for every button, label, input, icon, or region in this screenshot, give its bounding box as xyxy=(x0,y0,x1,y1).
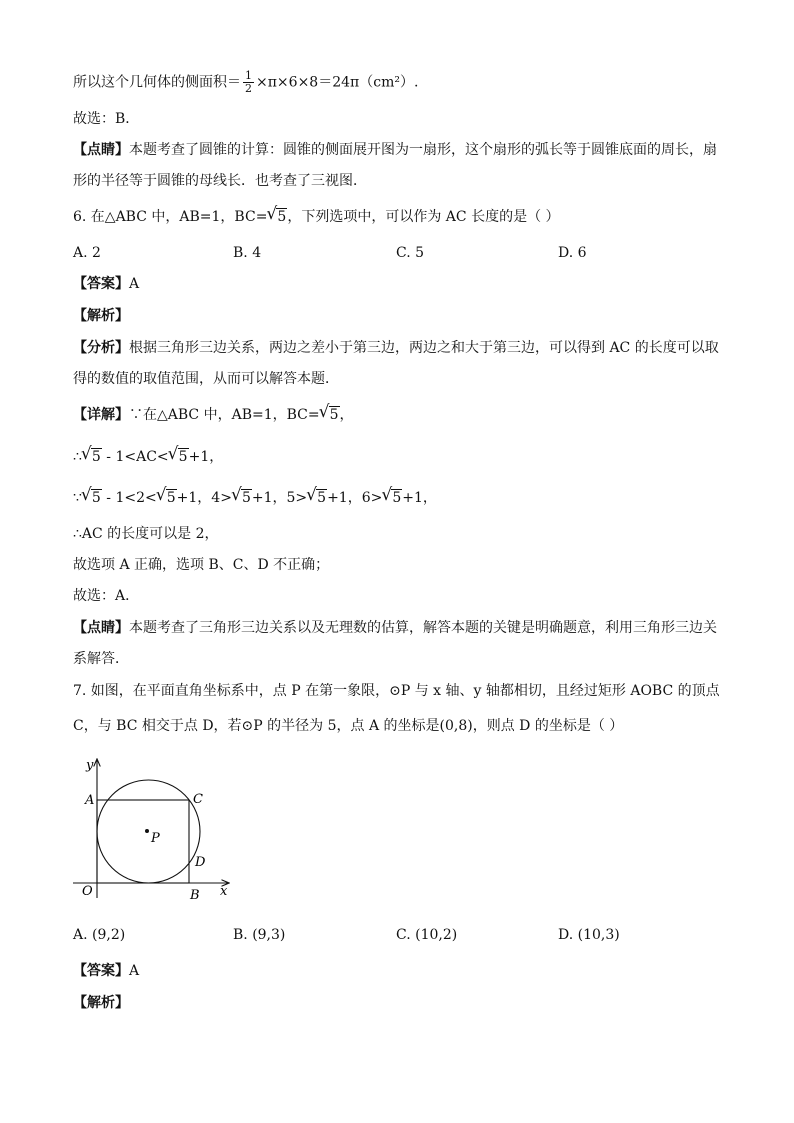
radicand: 5 xyxy=(166,490,176,506)
step2-part: +1，6> xyxy=(327,490,383,506)
answer-label: 【答案】 xyxy=(73,963,129,979)
answer-label: 【答案】 xyxy=(73,276,129,292)
sqrt-5 xyxy=(382,488,402,508)
coordinate-figure xyxy=(70,755,240,905)
q6-option-c[interactable]: C. 5 xyxy=(396,245,425,261)
q7-option-b[interactable]: B. (9,3) xyxy=(233,927,286,943)
step2-part: +1，4> xyxy=(176,490,232,506)
q7-analysis-label: 【解析】 xyxy=(73,995,129,1011)
sqrt-5 xyxy=(82,447,102,467)
comment-label: 【点睛】 xyxy=(73,620,129,636)
q5-area-suffix: ×π×6×8＝24π（cm²）. xyxy=(256,74,419,91)
q7-option-c[interactable]: C. (10,2) xyxy=(396,927,458,943)
q6-judge: 故选项 A 正确，选项 B、C、D 不正确； xyxy=(73,557,330,573)
radicand: 5 xyxy=(91,449,101,465)
sqrt-5 xyxy=(307,488,327,508)
label-y: y xyxy=(86,758,94,773)
label-d: D xyxy=(195,855,206,870)
comment-text: 本题考查了圆锥的计算：圆锥的侧面展开图为一扇形，这个扇形的弧长等于圆锥底面的周长，扇 xyxy=(129,142,717,158)
detail-post: ， xyxy=(339,407,354,423)
q5-comment-line2: 形的半径等于圆锥的母线长．也考查了三视图． xyxy=(73,173,367,189)
label-x: x xyxy=(220,884,228,899)
rectangle-aobc xyxy=(97,800,189,883)
q7-stem-line2: C，与 BC 相交于点 D，若⊙P 的半径为 5，点 A 的坐标是(0,8)，则点 D 的坐标是（ ） xyxy=(73,718,624,734)
q6-analysis-label: 【解析】 xyxy=(73,308,129,324)
q6-fenxi-line1 xyxy=(73,338,734,358)
fenxi-label: 【分析】 xyxy=(73,340,129,356)
sqrt-5 xyxy=(157,488,177,508)
fenxi-text: 根据三角形三边关系，两边之差小于第三边，两边之和大于第三边，可以得到 AC 的长度可以取 xyxy=(129,340,719,356)
sqrt-5 xyxy=(82,488,102,508)
sqrt-5 xyxy=(232,488,252,508)
q6-option-b[interactable]: B. 4 xyxy=(233,245,262,261)
step1-end: +1， xyxy=(188,449,224,465)
q7-option-a[interactable]: A. (9,2) xyxy=(73,927,126,943)
step2-end: +1， xyxy=(402,490,437,506)
q6-step2 xyxy=(73,488,734,508)
sqrt-5 xyxy=(320,405,340,425)
therefore-symbol: ∴ xyxy=(73,449,82,465)
radicand: 5 xyxy=(392,490,402,506)
q6-stem-pre: 6. 在△ABC 中，AB=1，BC= xyxy=(73,209,268,225)
label-c: C xyxy=(193,792,203,807)
radicand: 5 xyxy=(178,449,188,465)
label-o: O xyxy=(82,884,93,899)
q6-answer xyxy=(73,274,734,294)
label-p: P xyxy=(151,831,160,846)
q5-comment-line1 xyxy=(73,140,734,160)
detail-pre: ∵在△ABC 中，AB=1，BC= xyxy=(129,407,320,423)
because-symbol: ∵ xyxy=(73,490,82,506)
q6-comment-line2: 系解答． xyxy=(73,651,129,667)
label-b: B xyxy=(190,888,200,903)
fraction-one-half xyxy=(243,70,254,95)
q5-area-line xyxy=(73,70,734,95)
q6-option-a[interactable]: A. 2 xyxy=(73,245,101,261)
point-p-dot xyxy=(145,829,149,833)
q6-comment-line1 xyxy=(73,618,734,638)
radicand: 5 xyxy=(329,407,339,423)
q6-stem-post: ，下列选项中，可以作为 AC 长度的是（ ） xyxy=(287,209,560,225)
q6-conclusion: ∴AC 的长度可以是 2， xyxy=(73,526,219,542)
step1-mid: - 1<AC< xyxy=(101,449,169,465)
answer-value: A xyxy=(129,276,140,292)
label-a: A xyxy=(85,793,95,808)
q7-option-d[interactable]: D. (10,3) xyxy=(558,927,620,943)
radicand: 5 xyxy=(317,490,327,506)
q6-option-d[interactable]: D. 6 xyxy=(558,245,587,261)
radicand: 5 xyxy=(277,209,287,225)
detail-label: 【详解】 xyxy=(73,407,129,423)
comment-text: 本题考查了三角形三边关系以及无理数的估算，解答本题的关键是明确题意，利用三角形三边关 xyxy=(129,620,717,636)
radicand: 5 xyxy=(241,490,251,506)
q5-area-prefix: 所以这个几何体的侧面积＝ xyxy=(73,74,241,91)
q7-stem-line1: 7. 如图，在平面直角坐标系中，点 P 在第一象限，⊙P 与 x 轴、y 轴都相切，且经过矩形 AOBC 的顶点 xyxy=(73,683,720,699)
q6-choice: 故选：A． xyxy=(73,588,140,604)
q6-stem xyxy=(73,207,734,227)
sqrt-5 xyxy=(267,207,287,227)
fraction-denominator: 2 xyxy=(245,82,252,95)
q7-answer xyxy=(73,961,734,981)
answer-value: A xyxy=(129,963,140,979)
step2-part: +1，5> xyxy=(251,490,308,506)
q5-choice: 故选：B． xyxy=(73,111,140,127)
q6-fenxi-line2: 得的数值的取值范围，从而可以解答本题． xyxy=(73,371,339,387)
radicand: 5 xyxy=(91,490,101,506)
comment-label: 【点睛】 xyxy=(73,142,129,158)
q6-step1 xyxy=(73,447,734,467)
step2-part: - 1<2< xyxy=(101,490,157,506)
sqrt-5 xyxy=(169,447,189,467)
fraction-numerator: 1 xyxy=(245,69,252,82)
q6-detail-line xyxy=(73,405,734,425)
